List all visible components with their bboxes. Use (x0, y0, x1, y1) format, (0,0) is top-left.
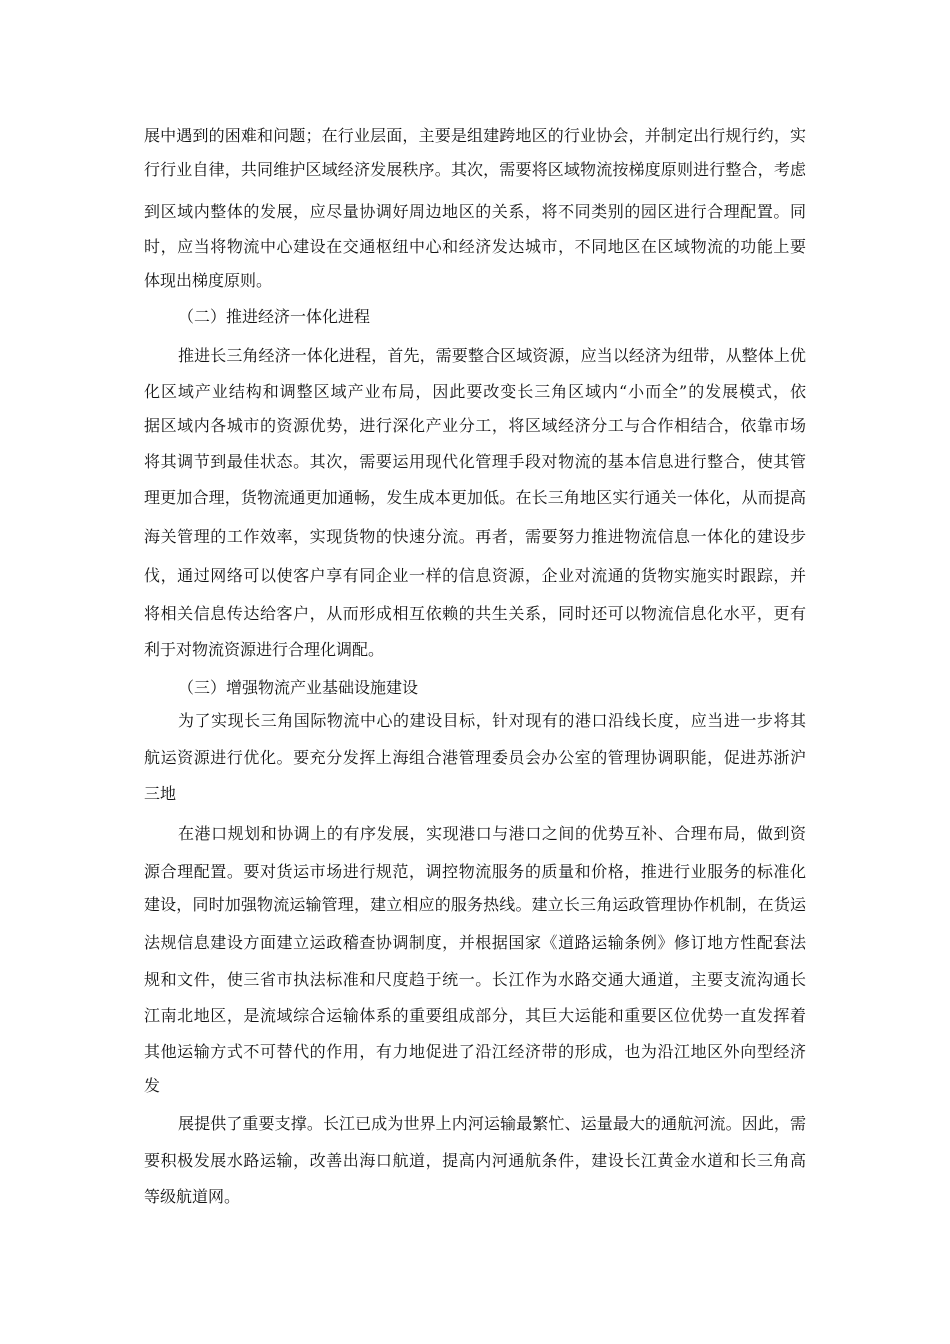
paragraph-5-line-3: 等级航道网。 (144, 1187, 241, 1206)
paragraph-2-line-1: 推进长三角经济一体化进程，首先，需要整合区域资源，应当以经济为纽带，从整体上优 (178, 346, 806, 365)
paragraph-4-line-4: 法规信息建设方面建立运政稽查协调制度，并根据国家《道路运输条例》修订地方性配套法 (144, 933, 806, 952)
paragraph-2-line-7: 伐，通过网络可以使客户享有同企业一样的信息资源，企业对流通的货物实施实时跟踪，并 (144, 566, 806, 585)
paragraph-2-line-9: 利于对物流资源进行合理化调配。 (144, 640, 385, 659)
paragraph-5-line-1: 展提供了重要支撑。长江已成为世界上内河运输最繁忙、运量最大的通航河流。因此，需 (178, 1114, 806, 1133)
paragraph-2-line-4: 将其调节到最佳状态。其次，需要运用现代化管理手段对物流的基本信息进行整合，使其管 (144, 452, 806, 471)
section-heading-3: （三）增强物流产业基础设施建设 (178, 678, 419, 697)
paragraph-3-line-2: 航运资源进行优化。要充分发挥上海组合港管理委员会办公室的管理协调职能，促进苏浙沪 (144, 748, 806, 767)
paragraph-1-line-3: 到区域内整体的发展，应尽量协调好周边地区的关系，将不同类别的园区进行合理配置。同 (144, 202, 806, 221)
paragraph-4-line-8: 发 (144, 1076, 161, 1095)
paragraph-2-line-5: 理更加合理，货物流通更加通畅，发生成本更加低。在长三角地区实行通关一体化，从而提高 (144, 488, 806, 507)
paragraph-4-line-2: 源合理配置。要对货运市场进行规范，调控物流服务的质量和价格，推进行业服务的标准化 (144, 862, 806, 881)
paragraph-3-line-3: 三地 (144, 784, 177, 803)
paragraph-2-line-3: 据区域内各城市的资源优势，进行深化产业分工，将区域经济分工与合作相结合，依靠市场 (144, 416, 806, 435)
paragraph-1-line-5: 体现出梯度原则。 (144, 271, 273, 290)
paragraph-1-line-2: 行行业自律，共同维护区域经济发展秩序。其次，需要将区域物流按梯度原则进行整合，考虑 (144, 160, 806, 179)
paragraph-5-line-2: 要积极发展水路运输，改善出海口航道，提高内河通航条件，建设长江黄金水道和长三角高 (144, 1151, 806, 1170)
paragraph-4-line-5: 规和文件，使三省市执法标准和尺度趋于统一。长江作为水路交通大通道，主要支流沟通长 (144, 970, 806, 989)
paragraph-4-line-7: 其他运输方式不可替代的作用，有力地促进了沿江经济带的形成，也为沿江地区外向型经济 (144, 1042, 806, 1061)
paragraph-1-line-4: 时，应当将物流中心建设在交通枢纽中心和经济发达城市，不同地区在区域物流的功能上要 (144, 237, 806, 256)
paragraph-1-line-1: 展中遇到的困难和问题；在行业层面，主要是组建跨地区的行业协会，并制定出行规行约，实 (144, 126, 806, 145)
section-heading-2: （二）推进经济一体化进程 (178, 307, 371, 326)
paragraph-2-line-8: 将相关信息传达给客户，从而形成相互依赖的共生关系，同时还可以物流信息化水平，更有 (144, 604, 806, 623)
paragraph-4-line-1: 在港口规划和协调上的有序发展，实现港口与港口之间的优势互补、合理布局，做到资 (178, 824, 806, 843)
paragraph-2-line-2: 化区域产业结构和调整区域产业布局，因此要改变长三角区域内“小而全”的发展模式，依 (144, 382, 806, 401)
paragraph-4-line-3: 建设，同时加强物流运输管理，建立相应的服务热线。建立长三角运政管理协作机制，在货运 (144, 895, 806, 914)
paragraph-3-line-1: 为了实现长三角国际物流中心的建设目标，针对现有的港口沿线长度，应当进一步将其 (178, 711, 806, 730)
paragraph-2-line-6: 海关管理的工作效率，实现货物的快速分流。再者，需要努力推进物流信息一体化的建设步 (144, 527, 806, 546)
paragraph-4-line-6: 江南北地区，是流域综合运输体系的重要组成部分，其巨大运能和重要区位优势一直发挥着 (144, 1006, 806, 1025)
